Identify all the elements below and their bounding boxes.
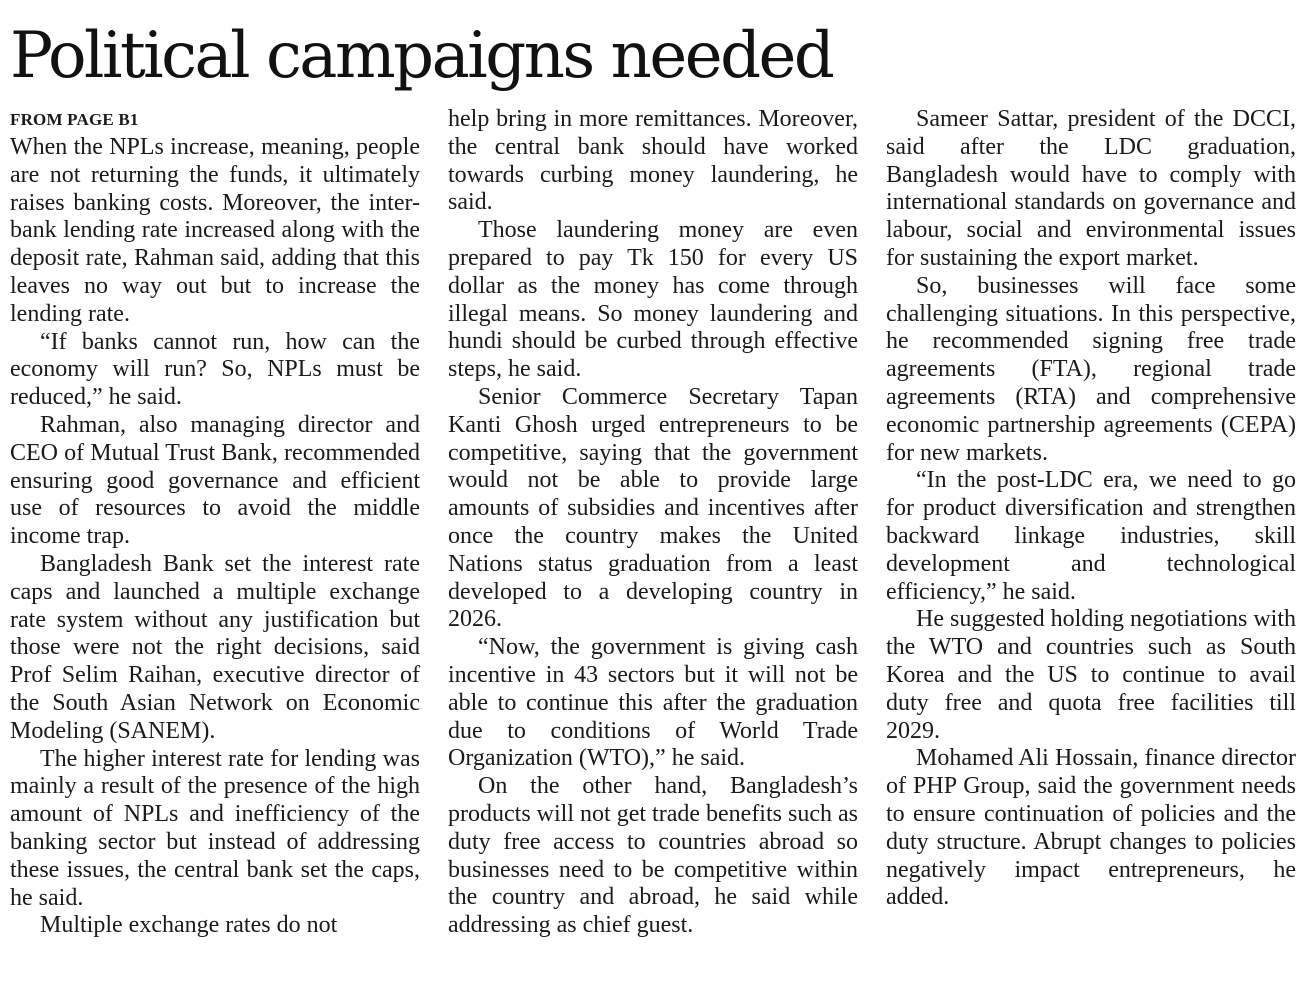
paragraph: Bangladesh Bank set the interest rate caps and launched a multiple exchange rate system without any justification but those were not the right decisions, said Prof Selim Raihan, executive director of the South Asian Network on Economic Modeling (SANEM). <box>10 550 420 744</box>
headline: Political campaigns needed <box>10 19 833 93</box>
paragraph: When the NPLs increase, meaning, people are not returning the funds, it ultimately raises banking costs. Moreover, the inter-bank lending rate increased along with the deposit rate, Rahman said, adding that this leaves no way out but to increase the lending rate. <box>10 134 420 327</box>
column-2 <box>448 106 858 1001</box>
paragraph: Multiple exchange rates do not <box>40 912 338 939</box>
paragraph: Sameer Sattar, president of the DCCI, said after the LDC graduation, Bangladesh would have to comply with international standards on governance and labour, social and environmental issues for sustaining the export market. <box>886 106 1296 271</box>
paragraph: The higher interest rate for lending was mainly a result of the presence of the high amount of NPLs and inefficiency of the banking sector but instead of addressing these issues, the central bank set the caps, he said. <box>10 745 420 911</box>
paragraph: Those laundering money are even prepared to pay Tk 150 for every US dollar as the money has come through illegal means. So money laundering and hundi should be curbed through effective steps, he said. <box>448 217 858 383</box>
paragraph: On the other hand, Bangladesh’s products will not get trade benefits such as duty free access to countries abroad so businesses need to be competitive within the country and abroad, he said while addressing as chief guest. <box>448 773 858 939</box>
paragraph: “Now, the government is giving cash incentive in 43 sectors but it will not be able to continue this after the graduation due to conditions of World Trade Organization (WTO),” he said. <box>448 634 858 772</box>
page-slug: FROM PAGE B1 <box>10 110 139 129</box>
paragraph: Senior Commerce Secretary Tapan Kanti Ghosh urged entrepreneurs to be competitive, saying that the government would not be able to provide large amounts of subsidies and incentives after once the country makes the United Nations status graduation from a least developed to a developing country in 2026. <box>448 383 858 633</box>
paragraph: He suggested holding negotiations with the WTO and countries such as South Korea and the US to continue to avail duty free and quota free facilities till 2029. <box>886 606 1296 744</box>
paragraph: “In the post-LDC era, we need to go for product diversification and strengthen backward linkage industries, skill development and technological efficiency,” he said. <box>886 467 1296 605</box>
paragraph: Rahman, also managing director and CEO of Mutual Trust Bank, recommended ensuring good governance and efficient use of resources to avoid the middle income trap. <box>10 411 420 550</box>
paragraph: help bring in more remittances. Moreover, the central bank should have worked towards curbing money laundering, he said. <box>448 106 858 216</box>
paragraph: Mohamed Ali Hossain, finance director of PHP Group, said the government needs to ensure continuation of policies and the duty structure. Abrupt changes to policies negatively impact entrepreneurs, he added. <box>886 745 1296 911</box>
column-3 <box>886 106 1296 1001</box>
article-columns <box>10 106 1296 1001</box>
paragraph: “If banks cannot run, how can the economy will run? So, NPLs must be reduced,” he said. <box>10 328 420 411</box>
column-1 <box>10 106 420 1001</box>
paragraph: So, businesses will face some challenging situations. In this perspective, he recommended signing free trade agreements (FTA), regional trade agreements (RTA) and comprehensive economic partnership agreements (CEPA) for new markets. <box>886 272 1296 466</box>
